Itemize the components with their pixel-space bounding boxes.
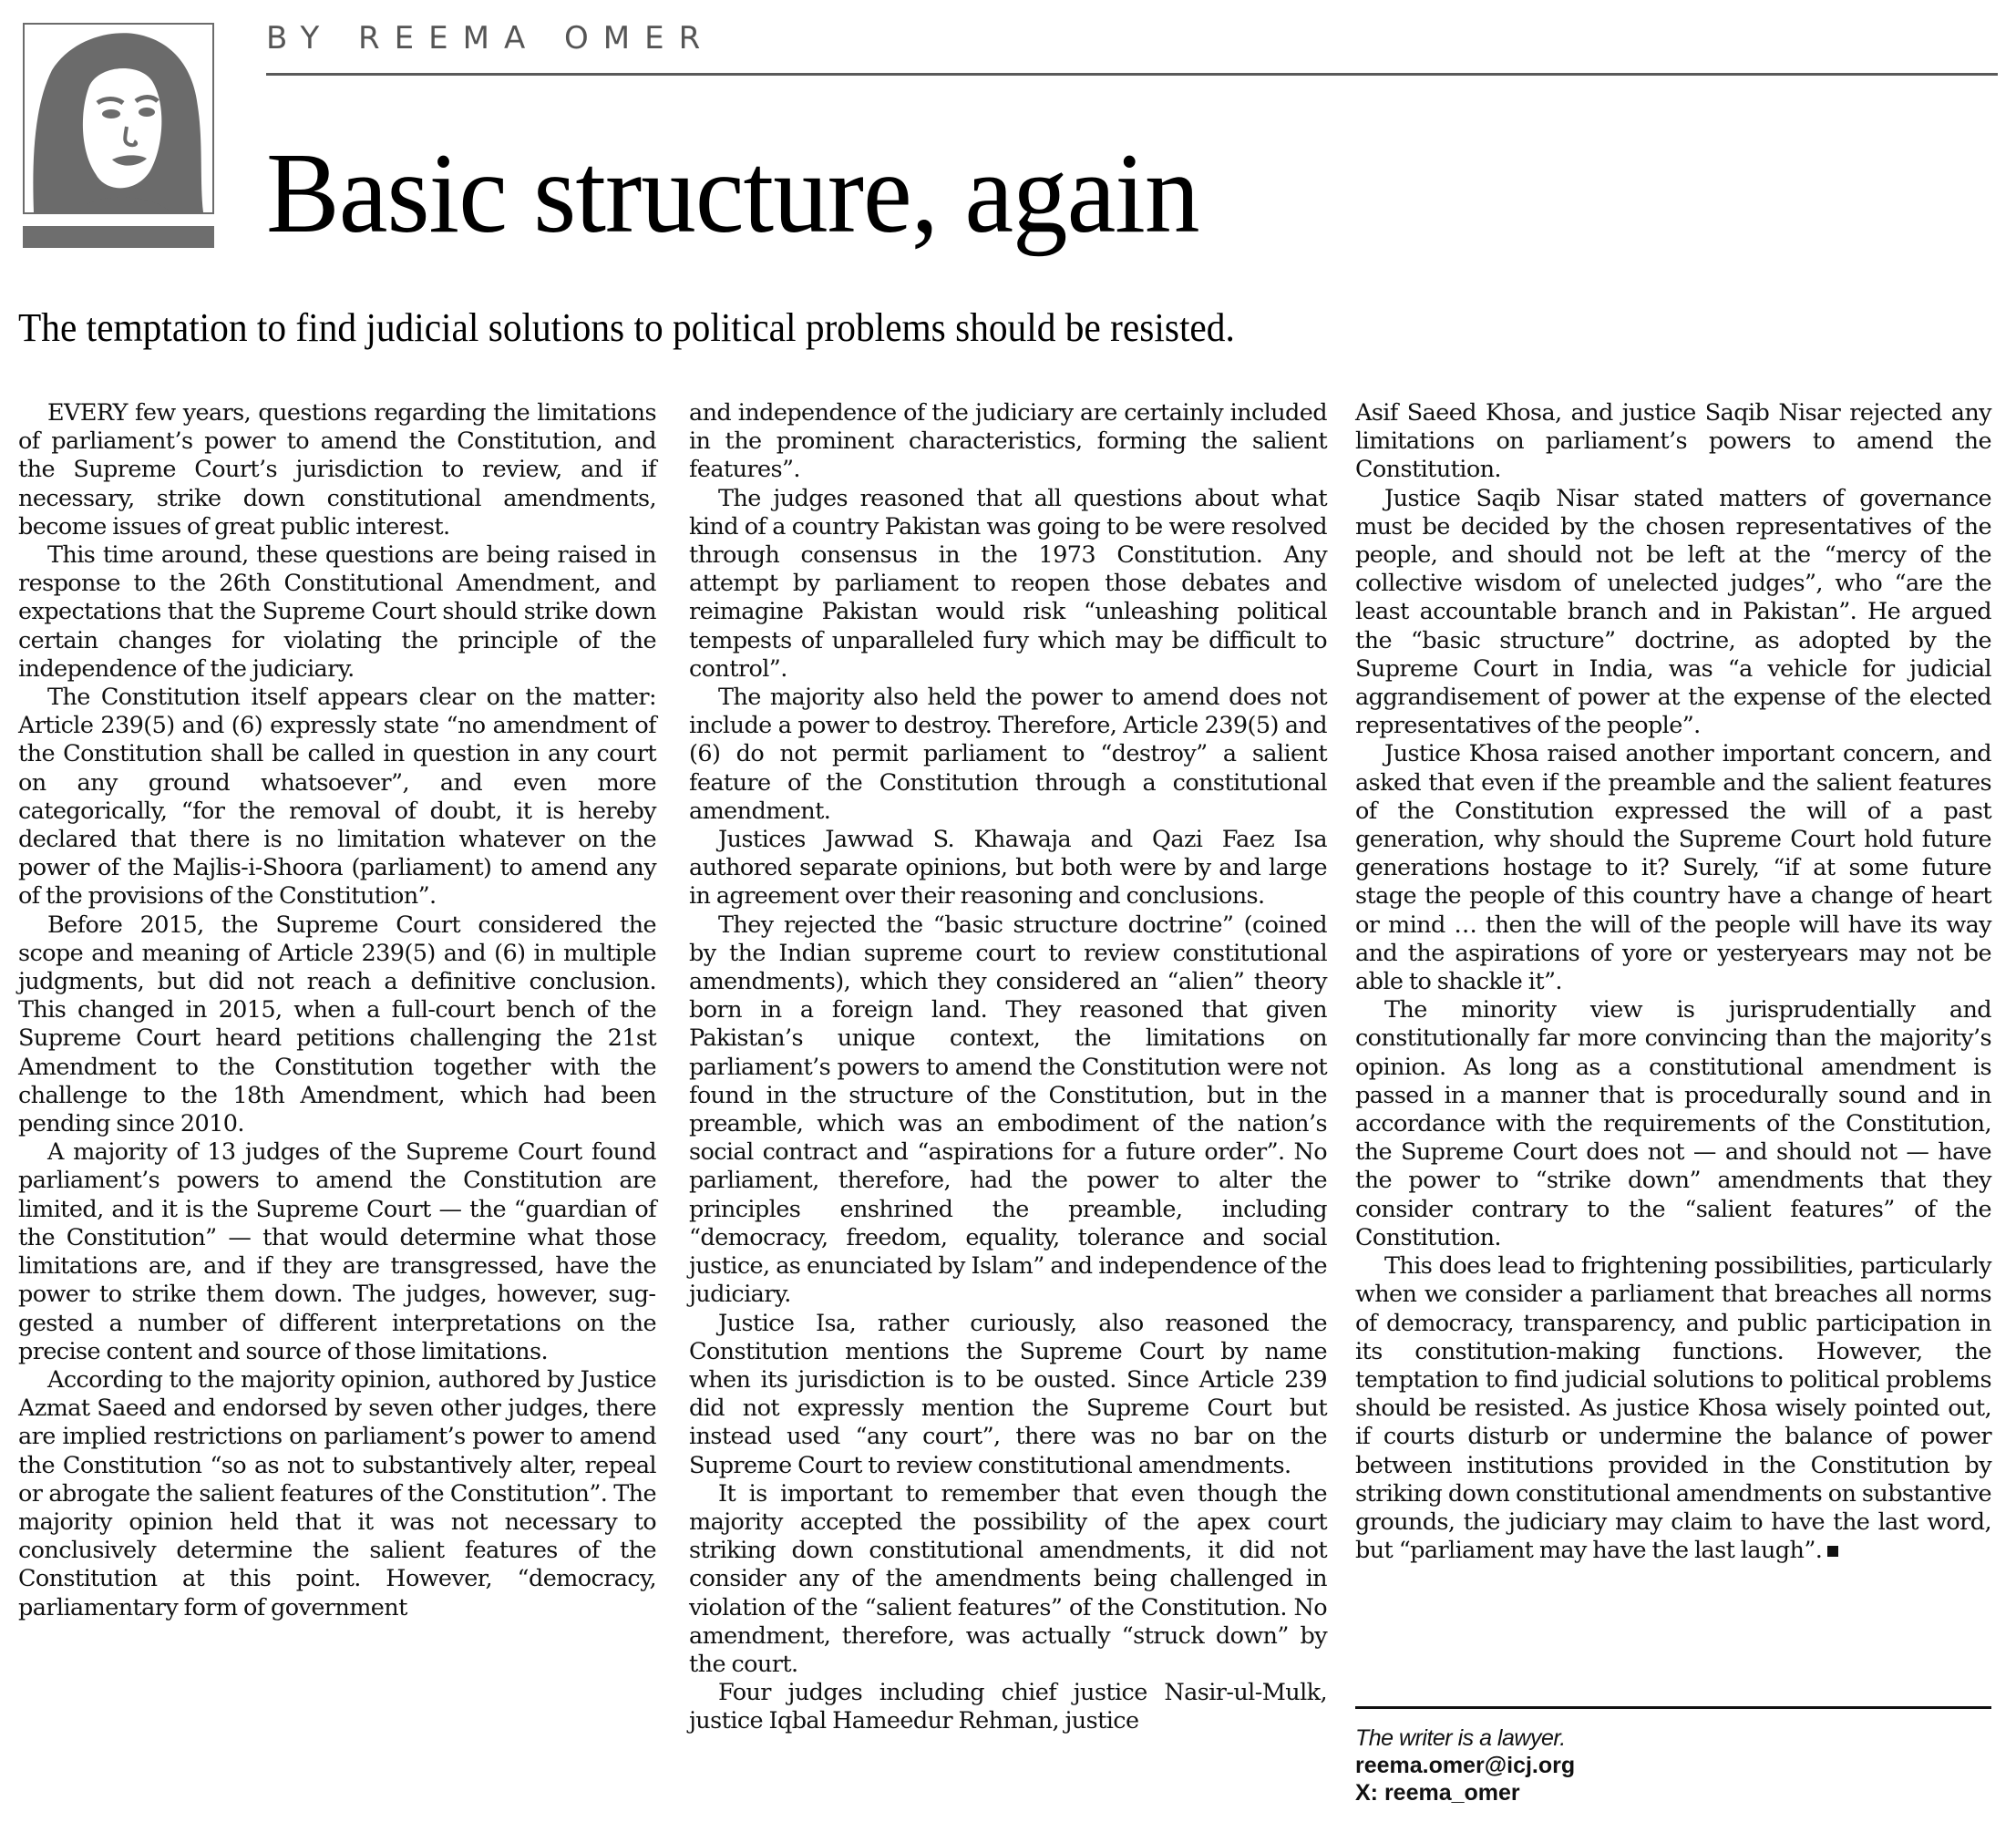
author-note: The writer is a lawyer. — [1355, 1725, 1566, 1751]
portrait-image — [25, 25, 212, 212]
paragraph-continued: Asif Saeed Khosa, and justice Saqib Nisar rejected any limitations on parliament’s powers to amend the Constitution. — [1355, 399, 1991, 484]
column-3 — [1355, 399, 1991, 1565]
paragraph-continued: and independence of the judiciary are certainly included in the prominent characteristics, forming the salient features”. — [689, 399, 1327, 484]
portrait-accent-bar — [23, 226, 214, 248]
paragraph: It is important to remember that even though the majority accepted the possibility of the apex court striking down constitutional amendments, it did not consider any of the amendments being challenged in violation of the “salient features” of the Constitution. No amendment, therefore, was actually “struck down” by the court. — [689, 1479, 1327, 1678]
end-of-article-icon — [1827, 1546, 1838, 1557]
paragraph: The majority also held the power to amend does not include a power to destroy. Therefore, Article 239(5) and (6) do not permit parliament to “destroy” a salient feature of the Constitution through a constitutional amendment. — [689, 684, 1327, 825]
paragraph-final — [1355, 1252, 1991, 1565]
byline-divider — [266, 73, 1998, 76]
paragraph: According to the majority opinion, authored by Justice Azmat Saeed and endorsed by seven other judges, there are implied restrictions on parliament’s power to amend the Constitution “so as not to substantively alter, repeal or abrogate the salient features of the Constitution”. The majority opinion held that it was not necessary to conclusively determine the salient features of the Constitution at this point. However, “democracy, parliamentary form of government — [18, 1365, 656, 1621]
paragraph: A majority of 13 judges of the Supreme Court found parliament’s powers to amend the Constitution are limited, and it is the Supreme Court — the “guardian of the Constitution” — that would determine what those limitations are, and if they are transgressed, have the power to strike them down. The judges, however, suggested a number of different interpretations on the precise content and source of those limitations. — [18, 1138, 656, 1365]
headline: Basic structure, again — [266, 130, 1199, 257]
paragraph: Justice Isa, rather curiously, also reasoned the Constitution mentions the Supreme Court by name when its jurisdiction is to be ousted. Since Article 239 did not expressly mention the Supreme Court but instead used “any court”, there was no bar on the Supreme Court to review constitutional amendments. — [689, 1309, 1327, 1479]
paragraph: Justice Saqib Nisar stated matters of governance must be decided by the chosen representatives of the people, and should not be left at the “mercy of the collective wisdom of unelected judges”, who “are the least accountable branch and in Pakistan”. He argued the “basic structure” doctrine, as adopted by the Supreme Court in India, was “a vehicle for judicial aggrandisement of power at the expense of the elected representatives of the people”. — [1355, 484, 1991, 740]
paragraph: The Constitution itself appears clear on the matter: Article 239(5) and (6) expressly state “no amendment of the Constitution shall be called in question in any court on any ground whatsoever”, and even more categorically, “for the removal of doubt, it is hereby declared that there is no limitation whatever on the power of the Majlis-i-Shoora (parliament) to amend any of the provisions of the Constitution”. — [18, 684, 656, 911]
paragraph: EVERY few years, questions regarding the limitations of parliament’s power to amend the Constitution, and the Supreme Court’s jurisdiction to review, and if necessary, strike down constitutional amendments, become issues of great public interest. — [18, 399, 656, 540]
byline: BY REEMA OMER — [266, 20, 715, 57]
paragraph: This time around, these questions are being raised in response to the 26th Constitutional Amendment, and expectations that the Supreme Court should strike down certain changes for violating the principle of the independence of the judiciary. — [18, 541, 656, 683]
column-1 — [18, 399, 656, 1622]
paragraph: Four judges including chief justice Nasir-ul-Mulk, justice Iqbal Hameedur Rehman, justice — [689, 1679, 1327, 1735]
author-portrait — [23, 23, 214, 214]
author-footer — [1355, 1724, 1575, 1806]
author-email[interactable]: reema.omer@icj.org — [1355, 1753, 1576, 1778]
article-body — [0, 399, 2016, 1821]
paragraph: The judges reasoned that all questions about what kind of a country Pakistan was going to be were resolved through consensus in the 1973 Constitution. Any attempt by parliament to reopen those debates and reimagine Pakistan would risk “unleashing political tempests of unparalleled fury which may be difficult to control”. — [689, 484, 1327, 683]
paragraph-final-text: This does lead to frightening possibilities, particularly when we consider a parliament that breaches all norms of democracy, transparency, and public participation in its constitution-making functions. However, the temptation to find judicial solutions to political problems should be resisted. As justice Khosa wisely pointed out, if courts disturb or undermine the balance of power between institutions provided in the Constitution by striking down constitutional amendments on substantive grounds, the judiciary may claim to have the last word, but “parliament may have the last laugh”. — [1355, 1252, 1991, 1565]
paragraph: Justices Jawwad S. Khawaja and Qazi Faez Isa authored separate opinions, but both were by and large in agreement over their reasoning and conclusions. — [689, 826, 1327, 911]
column-2 — [689, 399, 1327, 1736]
paragraph: Before 2015, the Supreme Court considered the scope and meaning of Article 239(5) and (6) in multiple judgments, but did not reach a definitive conclusion. This changed in 2015, when a full-court bench of the Supreme Court heard petitions challenging the 21st Amendment to the Constitution together with the challenge to the 18th Amendment, which had been pending since 2010. — [18, 911, 656, 1138]
paragraph: Justice Khosa raised another important concern, and asked that even if the preamble and the salient features of the Constitution expressed the will of a past generation, why should the Supreme Court hold future generations hostage to it? Surely, “if at some future stage the people of this country have a change of heart or mind … then the will of the people will have its way and the aspirations of yore or yesteryears may not be able to shackle it”. — [1355, 740, 1991, 996]
paragraph: They rejected the “basic structure doctrine” (coined by the Indian supreme court to review constitutional amendments), which they considered an “alien” theory born in a foreign land. They reasoned that given Pakistan’s unique context, the limitations on parliament’s powers to amend the Constitution were not found in the structure of the Constitution, but in the preamble, which was an embodiment of the nation’s social contract and “aspirations for a future order”. No parliament, therefore, had the power to alter the principles enshrined the preamble, including “democracy, freedom, equality, tolerance and social justice, as enunciated by Islam” and independence of the judiciary. — [689, 911, 1327, 1309]
author-social-handle[interactable]: X: reema_omer — [1355, 1780, 1520, 1806]
paragraph: The minority view is jurisprudentially and constitutionally far more convincing than the majority’s opinion. As long as a constitutional amendment is passed in a manner that is procedurally sound and in accordance with the requirements of the Constitution, the Supreme Court does not — and should not — have the power to “strike down” amendments that they consider contrary to the “salient features” of the Constitution. — [1355, 996, 1991, 1251]
standfirst: The temptation to find judicial solutions to political problems should be resisted. — [18, 305, 1235, 350]
footer-divider — [1355, 1706, 1991, 1709]
